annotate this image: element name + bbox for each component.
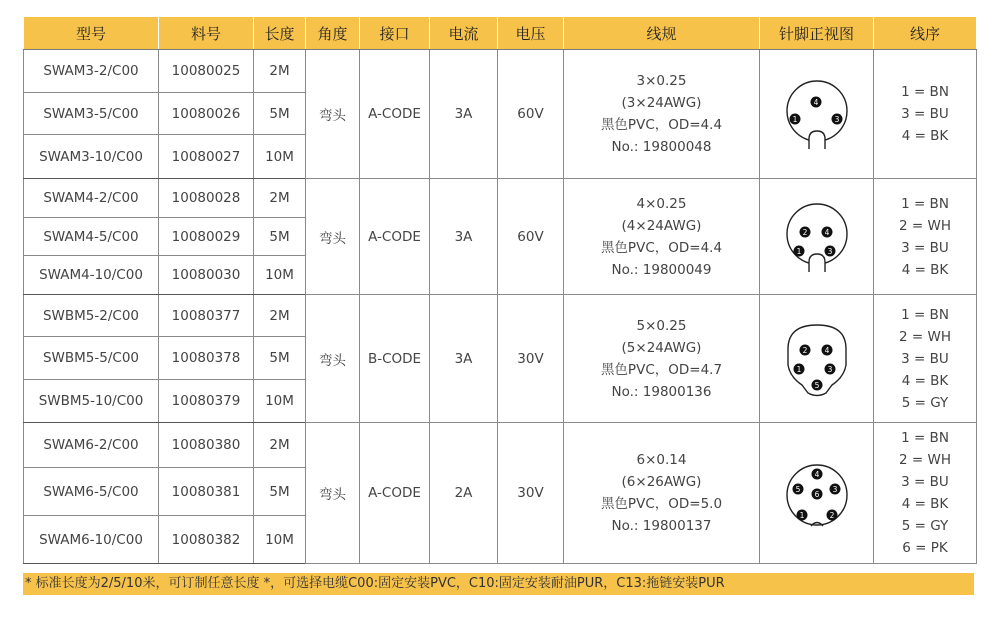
wire-order-line: 5 = GY (901, 518, 949, 534)
pin-6 (811, 489, 822, 500)
pin-4 (811, 469, 822, 480)
svg-text:1: 1 (792, 115, 797, 124)
wire-spec-line: 4×0.25 (636, 195, 687, 212)
cell-part-number: 10080029 (159, 218, 254, 256)
pin-1 (793, 363, 804, 374)
header-pin-view: 针脚正视图 (760, 17, 874, 50)
pin-2 (799, 344, 810, 355)
cell-pin-diagram (760, 423, 874, 564)
cell-model: SWAM4-2/C00 (24, 179, 159, 218)
header-interface: 接口 (360, 17, 430, 50)
cell-model: SWAM6-10/C00 (24, 516, 159, 564)
cell-model: SWAM4-10/C00 (24, 256, 159, 295)
cell-part-number: 10080377 (159, 295, 254, 337)
cell-wire-gauge (564, 179, 760, 295)
svg-text:5: 5 (814, 380, 819, 390)
wire-order-line: 4 = BK (901, 372, 949, 389)
svg-text:4: 4 (813, 98, 818, 107)
wire-order-line: 1 = BN (901, 84, 949, 100)
wire-order-line: 4 = BK (901, 496, 949, 512)
pin-3 (824, 245, 835, 256)
cell-interface: A-CODE (360, 179, 430, 295)
cell-part-number: 10080379 (159, 380, 254, 423)
header-row (24, 17, 977, 50)
wire-order-line: 4 = BK (901, 261, 949, 278)
svg-text:4: 4 (814, 470, 819, 479)
pin-1 (789, 114, 800, 125)
cell-part-number: 10080025 (159, 50, 254, 93)
wire-order-line: 4 = BK (901, 128, 949, 144)
cell-voltage: 30V (498, 295, 564, 423)
wire-order-line: 1 = BN (901, 306, 949, 323)
cell-length: 5M (254, 218, 306, 256)
cell-length: 10M (254, 135, 306, 179)
wire-order-line: 2 = WH (899, 452, 951, 468)
header-angle: 角度 (306, 17, 360, 50)
svg-text:1: 1 (796, 364, 801, 374)
cell-angle: 弯头 (306, 295, 360, 423)
cell-current: 3A (430, 50, 498, 179)
cell-length: 5M (254, 337, 306, 380)
cell-length: 2M (254, 295, 306, 337)
wire-order-line: 3 = BU (901, 106, 949, 122)
svg-text:3: 3 (832, 485, 837, 494)
header-wire-order: 线序 (874, 17, 977, 50)
pin-5 (811, 379, 822, 390)
cell-wire-order (874, 295, 977, 423)
cell-length: 2M (254, 179, 306, 218)
pin-3 (829, 484, 840, 495)
svg-text:5: 5 (795, 485, 800, 494)
svg-text:4: 4 (824, 345, 829, 355)
cell-model: SWAM3-10/C00 (24, 135, 159, 179)
table-row (24, 50, 977, 93)
wire-order-line: 3 = BU (901, 350, 949, 367)
pin-3 (824, 363, 835, 374)
connector-4pin-icon (782, 197, 852, 277)
wire-order-line: 1 = BN (901, 195, 949, 212)
wire-spec-line: 5×0.25 (636, 317, 687, 334)
svg-text:3: 3 (827, 364, 832, 374)
table-row (24, 295, 977, 337)
connector-3pin-icon (782, 74, 852, 154)
wire-order-line: 1 = BN (901, 430, 949, 446)
cell-model: SWBM5-10/C00 (24, 380, 159, 423)
cell-length: 10M (254, 516, 306, 564)
wire-spec-line: (5×24AWG) (621, 339, 702, 356)
cell-model: SWBM5-2/C00 (24, 295, 159, 337)
cell-part-number: 10080381 (159, 468, 254, 516)
wire-spec-line: (3×24AWG) (621, 95, 702, 111)
table-row (24, 423, 977, 468)
cell-part-number: 10080030 (159, 256, 254, 295)
cell-length: 2M (254, 423, 306, 468)
cell-pin-diagram (760, 50, 874, 179)
cell-angle: 弯头 (306, 423, 360, 564)
wire-order-line: 2 = WH (899, 328, 951, 345)
cell-pin-diagram (760, 295, 874, 423)
cell-part-number: 10080382 (159, 516, 254, 564)
pin-2 (826, 510, 837, 521)
svg-text:4: 4 (824, 227, 829, 237)
wire-spec-line: 6×0.14 (636, 452, 687, 468)
wire-order-line: 2 = WH (899, 217, 951, 234)
footnote: * 标准长度为2/5/10米，可订制任意长度 *，可选择电缆C00:固定安装PVC，C10:固定安装耐油PUR，C13:拖链安装PUR (23, 573, 974, 595)
cell-length: 5M (254, 468, 306, 516)
cell-model: SWAM3-5/C00 (24, 93, 159, 135)
cell-length: 10M (254, 256, 306, 295)
header-current: 电流 (430, 17, 498, 50)
pin-4 (821, 226, 832, 237)
header-voltage: 电压 (498, 17, 564, 50)
cell-interface: B-CODE (360, 295, 430, 423)
svg-text:2: 2 (802, 227, 807, 237)
wire-spec-line: No.: 19800048 (611, 139, 712, 155)
wire-order-line: 6 = PK (902, 540, 948, 556)
svg-text:3: 3 (827, 246, 832, 256)
cell-model: SWAM4-5/C00 (24, 218, 159, 256)
header-model: 型号 (24, 17, 159, 50)
cell-wire-gauge (564, 423, 760, 564)
svg-text:2: 2 (829, 511, 834, 520)
wire-spec-line: (6×26AWG) (621, 474, 702, 490)
header-length: 长度 (254, 17, 306, 50)
cell-part-number: 10080380 (159, 423, 254, 468)
cell-voltage: 60V (498, 179, 564, 295)
wire-spec-line: 3×0.25 (636, 73, 687, 89)
cell-model: SWAM6-2/C00 (24, 423, 159, 468)
cell-interface: A-CODE (360, 423, 430, 564)
cell-part-number: 10080027 (159, 135, 254, 179)
connector-6pin-icon (782, 453, 852, 533)
cell-part-number: 10080026 (159, 93, 254, 135)
cell-wire-order (874, 179, 977, 295)
pin-4 (821, 344, 832, 355)
cell-current: 3A (430, 179, 498, 295)
cell-model: SWAM6-5/C00 (24, 468, 159, 516)
cell-model: SWAM3-2/C00 (24, 50, 159, 93)
cell-length: 5M (254, 93, 306, 135)
cell-wire-order (874, 50, 977, 179)
wire-spec-line: No.: 19800136 (611, 383, 712, 400)
cell-current: 3A (430, 295, 498, 423)
product-spec-table (23, 16, 977, 564)
cell-wire-order (874, 423, 977, 564)
svg-text:3: 3 (834, 115, 839, 124)
cell-current: 2A (430, 423, 498, 564)
svg-text:6: 6 (814, 490, 819, 499)
pin-2 (799, 226, 810, 237)
cell-voltage: 60V (498, 50, 564, 179)
connector-5pin-bcode-icon (782, 319, 852, 399)
wire-spec-line: 黑色PVC，OD=5.0 (600, 496, 723, 512)
cell-wire-gauge (564, 295, 760, 423)
pin-5 (792, 484, 803, 495)
wire-spec-line: 黑色PVC，OD=4.4 (600, 239, 723, 256)
wire-order-line: 3 = BU (901, 239, 949, 256)
svg-text:1: 1 (796, 246, 801, 256)
cell-model: SWBM5-5/C00 (24, 337, 159, 380)
pin-1 (796, 510, 807, 521)
pin-4 (810, 97, 821, 108)
cell-voltage: 30V (498, 423, 564, 564)
header-wire-gauge: 线规 (564, 17, 760, 50)
cell-wire-gauge (564, 50, 760, 179)
svg-text:2: 2 (802, 345, 807, 355)
cell-angle: 弯头 (306, 179, 360, 295)
cell-part-number: 10080028 (159, 179, 254, 218)
svg-text:1: 1 (799, 511, 804, 520)
pin-1 (793, 245, 804, 256)
cell-interface: A-CODE (360, 50, 430, 179)
pin-3 (831, 114, 842, 125)
cell-part-number: 10080378 (159, 337, 254, 380)
wire-spec-line: No.: 19800137 (611, 518, 712, 534)
wire-order-line: 3 = BU (901, 474, 949, 490)
cell-length: 2M (254, 50, 306, 93)
wire-spec-line: 黑色PVC，OD=4.7 (600, 361, 723, 378)
cell-pin-diagram (760, 179, 874, 295)
cell-length: 10M (254, 380, 306, 423)
header-part-number: 料号 (159, 17, 254, 50)
cell-angle: 弯头 (306, 50, 360, 179)
wire-spec-line: No.: 19800049 (611, 261, 712, 278)
wire-spec-line: (4×24AWG) (621, 217, 702, 234)
wire-order-line: 5 = GY (901, 394, 949, 411)
wire-spec-line: 黑色PVC，OD=4.4 (600, 117, 723, 133)
table-row (24, 179, 977, 218)
